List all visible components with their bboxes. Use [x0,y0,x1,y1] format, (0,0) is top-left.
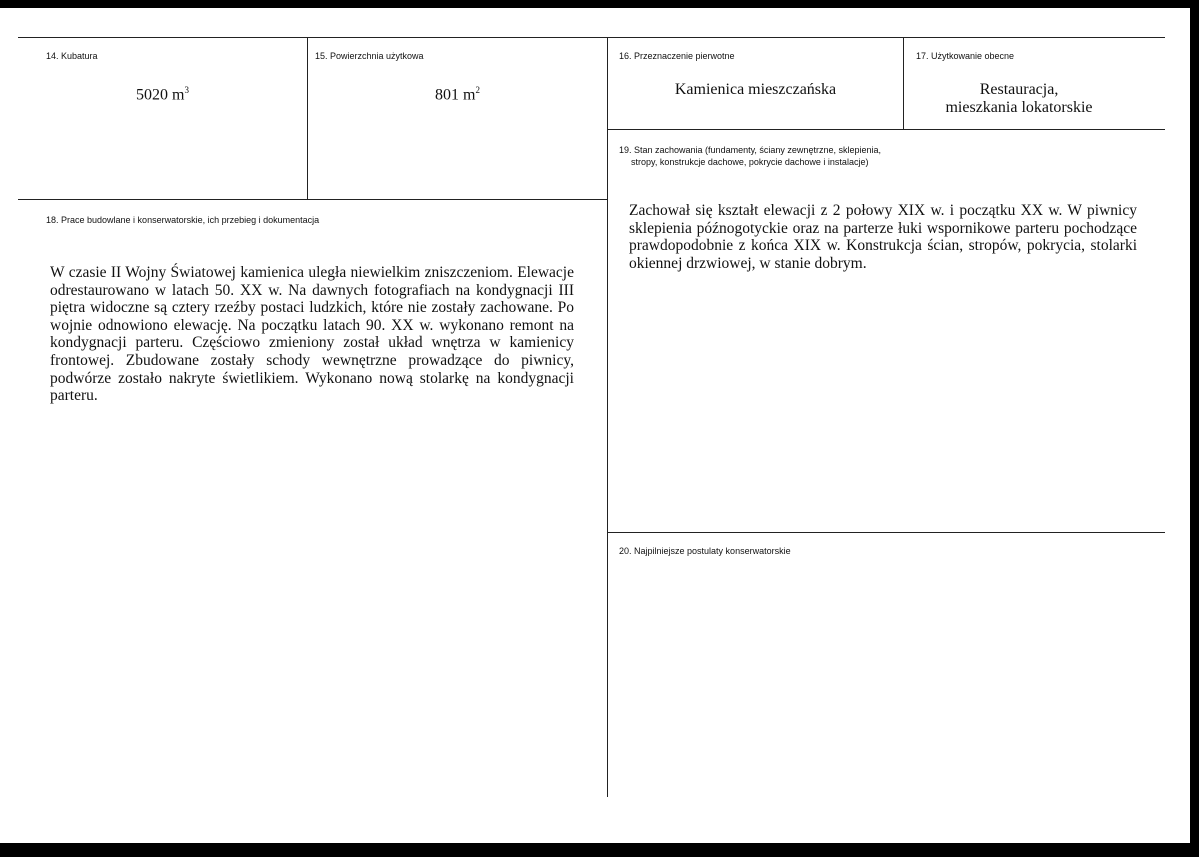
field-14-label: 14. Kubatura [46,51,98,61]
field-15-unit-sup: 2 [475,85,480,95]
line-below-16-17 [607,129,1165,130]
field-16-value: Kamienica mieszczańska [674,81,837,98]
field-17-value-line2: mieszkania lokatorskie [945,99,1093,116]
field-16-label: 16. Przeznaczenie pierwotne [619,51,735,61]
field-19-label-line1: 19. Stan zachowania (fundamenty, ściany zewnętrzne, sklepienia, [619,145,881,155]
field-15-value [308,81,607,104]
line-above-18 [18,199,607,200]
divider-14-15 [307,37,308,199]
field-17-label: 17. Użytkowanie obecne [916,51,1015,61]
field-20-label: 20. Najpilniejsze postulaty konserwatorskie [619,546,791,556]
field-17-value [904,81,1134,117]
field-19-label [619,144,881,168]
field-17-value-line1: Restauracja, [979,81,1059,98]
line-above-20 [607,532,1165,533]
field-18-label: 18. Prace budowlane i konserwatorskie, ich przebieg i dokumentacja [46,215,320,225]
field-19-text: Zachował się kształt elewacji z 2 połowy XIX w. i początku XX w. W piwnicy sklepienia późnogotyckie oraz na parterze łuki wspornikowe parteru pochodzące prawdopodobnie z końca XIX w. Konstrukcja ścian, stropów, pokrycia, stolarki okiennej drzwiowej, w stanie dobrym. [629,202,1137,272]
field-19-label-line2: stropy, konstrukcje dachowe, pokrycie dachowe i instalacje) [631,157,869,167]
top-border-line [18,37,1165,38]
form-sheet [0,8,1190,843]
field-14-value [18,81,307,104]
divider-15-16 [607,37,608,797]
field-14-number: 5020 m [136,86,185,104]
field-18-text: W czasie II Wojny Światowej kamienica uległa niewielkim zniszczeniom. Elewacje odrestaurowano w latach 50. XX w. Na dawnych fotografiach na kondygnacji III piętra widoczne są cztery rzeźby postaci ludzkich, które nie zostały zachowane. Po wojnie odnowiono elewację. Na początku latach 90. XX w. wykonano remont na kondygnacji parteru. Częściowo zmieniony został układ wnętrza w kamienicy frontowej. Zbudowane zostały schody wewnętrzne prowadzące do piwnicy, podwórze zostało nakryte świetlikiem. Wykonano nową stolarkę na kondygnacji parteru. [50,264,574,405]
field-14-unit-sup: 3 [184,85,189,95]
field-15-label: 15. Powierzchnia użytkowa [315,51,424,61]
field-15-number: 801 m [435,86,476,104]
